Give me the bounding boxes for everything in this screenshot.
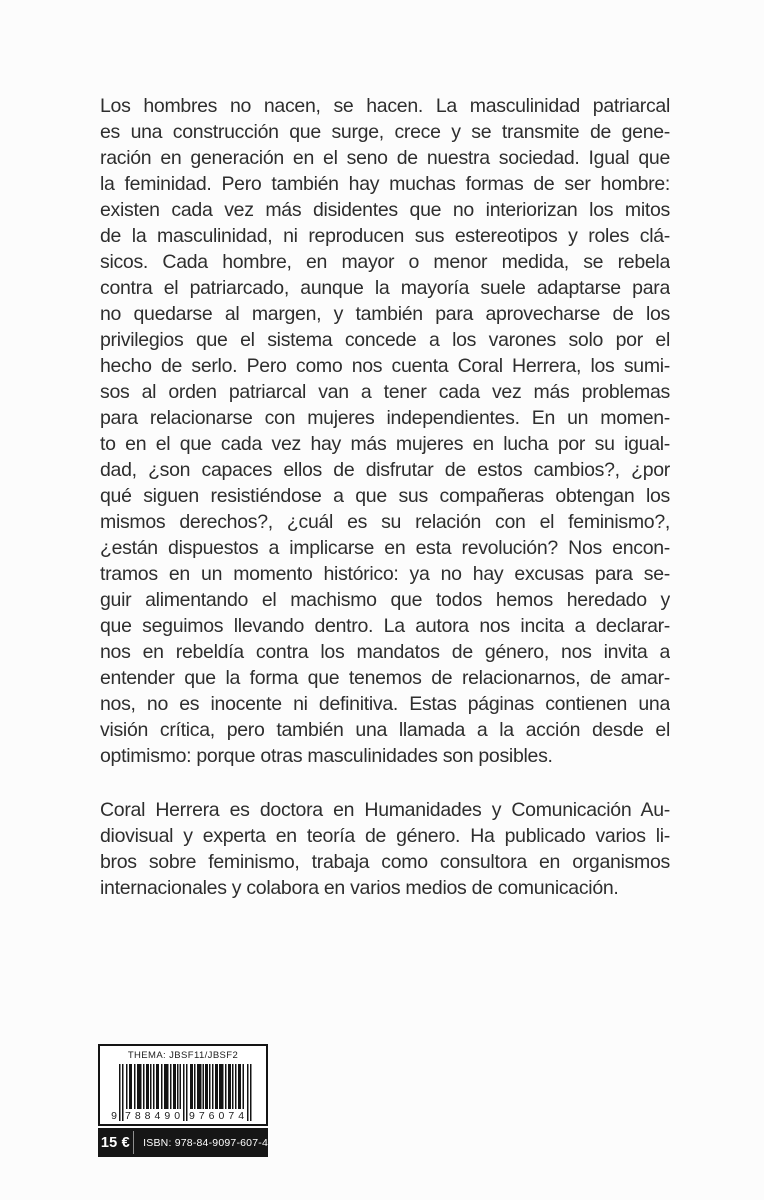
text-line: visión crítica, pero también una llamada a la acción desde el bbox=[100, 719, 670, 741]
barcode-box bbox=[98, 1044, 268, 1126]
author-bio-paragraph bbox=[100, 797, 670, 901]
text-line: ración en generación en el seno de nuestra sociedad. Igual que bbox=[100, 147, 670, 169]
text-line: optimismo: porque otras masculinidades son posibles. bbox=[100, 745, 553, 767]
text-line: para relacionarse con mujeres independientes. En un momen- bbox=[100, 407, 670, 429]
isbn-label: ISBN: 978-84-9097-607-4 bbox=[143, 1136, 268, 1149]
text-line: guir alimentando el machismo que todos hemos heredado y bbox=[100, 589, 670, 611]
ean-digits-row bbox=[109, 1110, 257, 1122]
text-line: Coral Herrera es doctora en Humanidades y Comunicación Au- bbox=[100, 799, 670, 821]
text-line: contra el patriarcado, aunque la mayoría suele adaptarse para bbox=[100, 277, 670, 299]
text-line: hecho de serlo. Pero como nos cuenta Coral Herrera, los sumi- bbox=[100, 355, 670, 377]
price-label: 15 € bbox=[100, 1134, 130, 1151]
text-line: bros sobre feminismo, trabaja como consultora en organismos bbox=[100, 851, 670, 873]
price-isbn-bar bbox=[98, 1128, 268, 1157]
text-line: tramos en un momento histórico: ya no hay excusas para se- bbox=[100, 563, 670, 585]
ean-lead-digit: 9 bbox=[111, 1110, 117, 1122]
ean-right-digit-group: 976074 bbox=[189, 1110, 249, 1122]
text-line: privilegios que el sistema concede a los varones solo por el bbox=[100, 329, 670, 351]
text-line: diovisual y experta en teoría de género. Ha publicado varios li- bbox=[100, 825, 670, 847]
text-line: internacionales y colabora en varios medios de comunicación. bbox=[100, 877, 619, 899]
text-line: Los hombres no nacen, se hacen. La masculinidad patriarcal bbox=[100, 95, 670, 117]
ean-barcode bbox=[109, 1064, 257, 1122]
barcode-block bbox=[98, 1044, 268, 1157]
text-line: es una construcción que surge, crece y se transmite de gene- bbox=[100, 121, 670, 143]
thema-classification-label: THEMA: JBSF11/JBSF2 bbox=[127, 1050, 239, 1061]
synopsis-paragraph bbox=[100, 93, 670, 769]
text-line: de la masculinidad, ni reproducen sus estereotipos y roles clá- bbox=[100, 225, 670, 247]
text-line: qué siguen resistiéndose a que sus compañeras obtengan los bbox=[100, 485, 670, 507]
back-cover-text bbox=[100, 93, 670, 901]
text-line: entender que la forma que tenemos de relacionarnos, de amar- bbox=[100, 667, 670, 689]
text-line: sos al orden patriarcal van a tener cada vez más problemas bbox=[100, 381, 670, 403]
ean-left-digit-group: 788490 bbox=[125, 1110, 185, 1122]
text-line: sicos. Cada hombre, en mayor o menor medida, se rebela bbox=[100, 251, 670, 273]
text-line: existen cada vez más disidentes que no interiorizan los mitos bbox=[100, 199, 670, 221]
text-line: que seguimos llevando dentro. La autora nos incita a declarar- bbox=[100, 615, 670, 637]
text-line: nos en rebeldía contra los mandatos de género, nos invita a bbox=[100, 641, 670, 663]
text-line: mismos derechos?, ¿cuál es su relación con el feminismo?, bbox=[100, 511, 670, 533]
text-line: to en el que cada vez hay más mujeres en lucha por su igual- bbox=[100, 433, 670, 455]
text-line: nos, no es inocente ni definitiva. Estas páginas contienen una bbox=[100, 693, 670, 715]
text-line: la feminidad. Pero también hay muchas formas de ser hombre: bbox=[100, 173, 670, 195]
text-line: no quedarse al margen, y también para aprovecharse de los bbox=[100, 303, 670, 325]
text-line: dad, ¿son capaces ellos de disfrutar de estos cambios?, ¿por bbox=[100, 459, 670, 481]
text-line: ¿están dispuestos a implicarse en esta revolución? Nos encon- bbox=[100, 537, 670, 559]
